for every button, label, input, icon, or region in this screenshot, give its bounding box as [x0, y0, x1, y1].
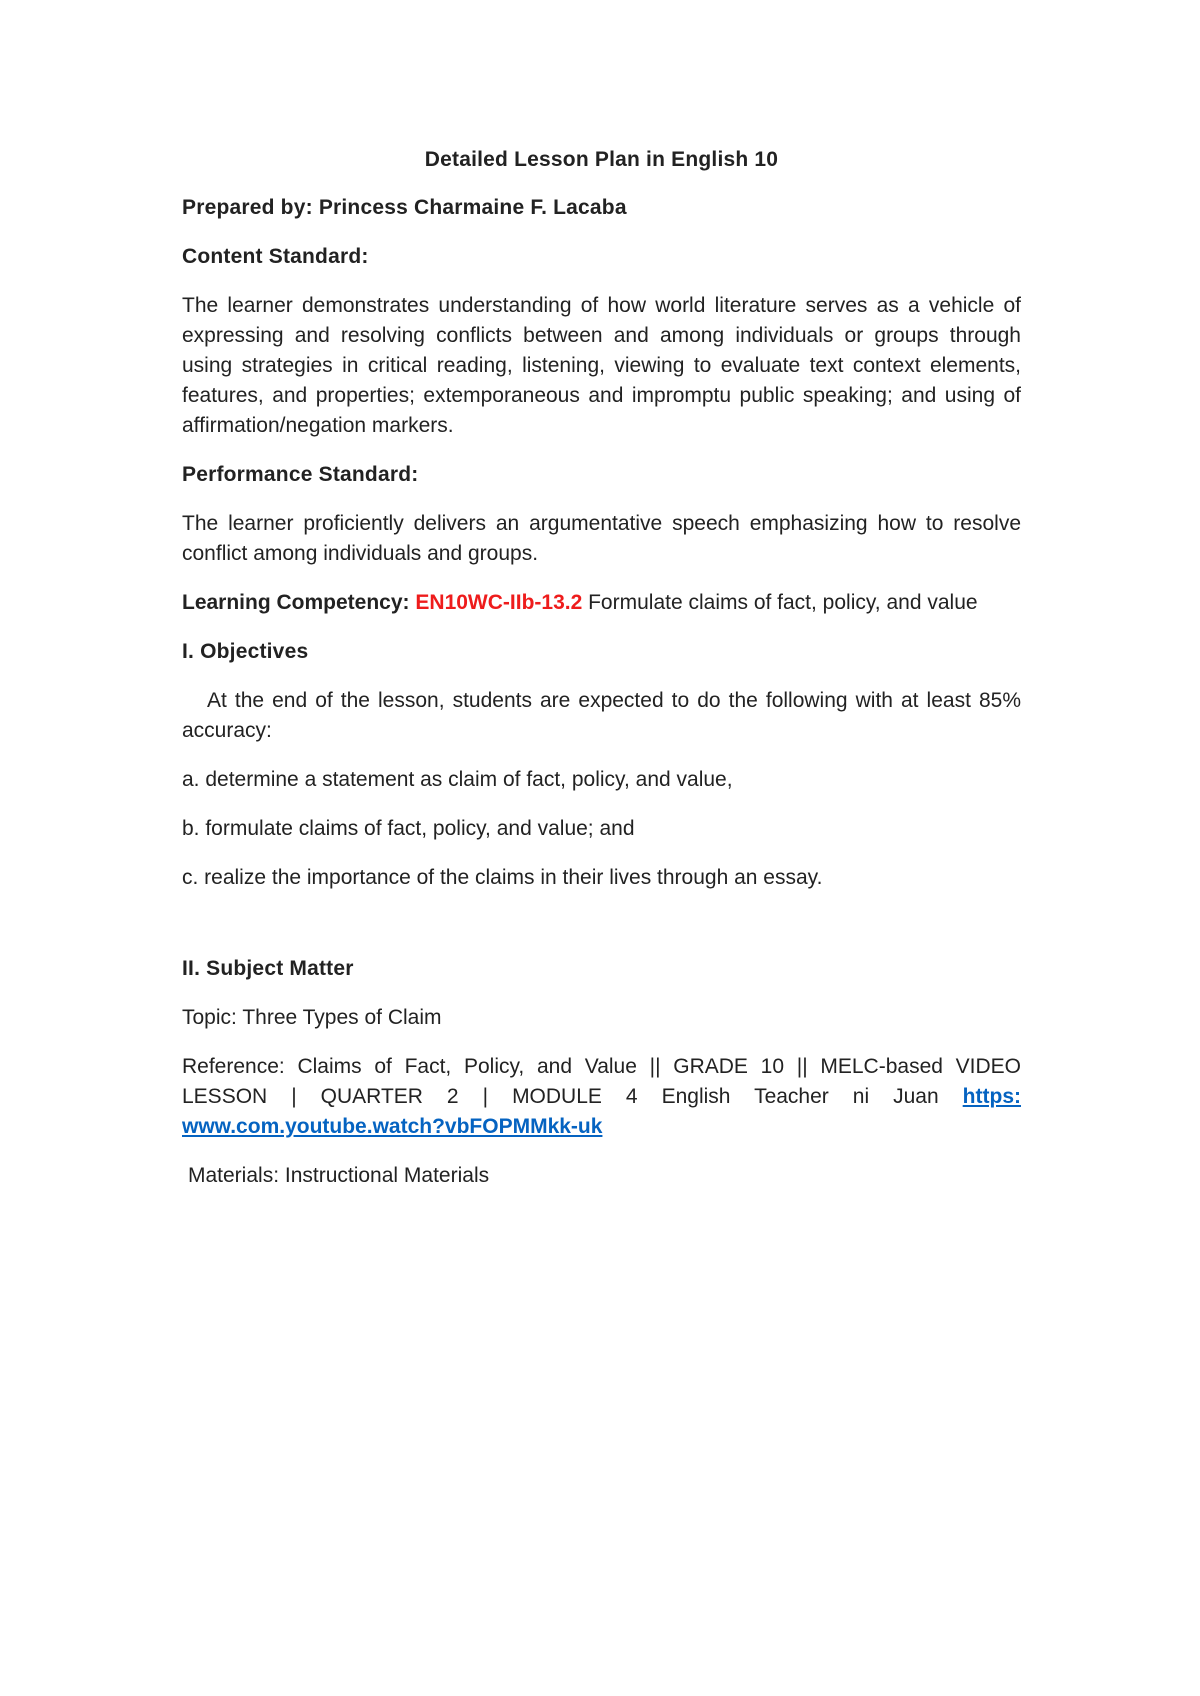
learning-competency — [182, 588, 1021, 618]
topic: Topic: Three Types of Claim — [182, 1006, 442, 1029]
reference-link[interactable]: https: www.com.youtube.watch?vbFOPMMkk-uk — [182, 1085, 1021, 1138]
document-title: Detailed Lesson Plan in English 10 — [424, 148, 779, 171]
objective-item: b. formulate claims of fact, policy, and value; and — [182, 817, 635, 840]
objective-item: c. realize the importance of the claims in their lives through an essay. — [182, 866, 823, 889]
section-spacer — [182, 912, 1021, 954]
competency-text: Formulate claims of fact, policy, and value — [588, 591, 978, 614]
content-standard-heading: Content Standard: — [182, 245, 369, 268]
competency-code: EN10WC-IIb-13.2 — [415, 591, 583, 614]
reference-text: Reference: Claims of Fact, Policy, and Value || GRADE 10 || MELC-based VIDEO LESSON | QUARTER 2 | MODULE 4 English Teacher ni Juan — [182, 1055, 1021, 1108]
objective-item: a. determine a statement as claim of fact, policy, and value, — [182, 768, 733, 791]
objectives-heading: I. Objectives — [182, 640, 309, 663]
reference — [182, 1052, 1021, 1142]
content-standard-text: The learner demonstrates understanding of how world literature serves as a vehicle of expressing and resolving conflicts between and among individuals or groups through using strategies in critical reading, listening, viewing to evaluate text context elements, features, and properties; extemporaneous and impromptu public speaking; and using of affirmation/negation markers. — [182, 294, 1021, 437]
document-page — [182, 145, 1021, 1210]
performance-standard-text: The learner proficiently delivers an argumentative speech emphasizing how to resolve conflict among individuals and groups. — [182, 512, 1021, 565]
performance-standard-heading: Performance Standard: — [182, 463, 419, 486]
subject-matter-heading: II. Subject Matter — [182, 957, 354, 980]
objectives-intro: At the end of the lesson, students are expected to do the following with at least 85% accuracy: — [182, 689, 1021, 742]
materials: Materials: Instructional Materials — [188, 1164, 490, 1187]
prepared-by: Prepared by: Princess Charmaine F. Lacaba — [182, 196, 627, 219]
learning-competency-label: Learning Competency: — [182, 591, 410, 614]
